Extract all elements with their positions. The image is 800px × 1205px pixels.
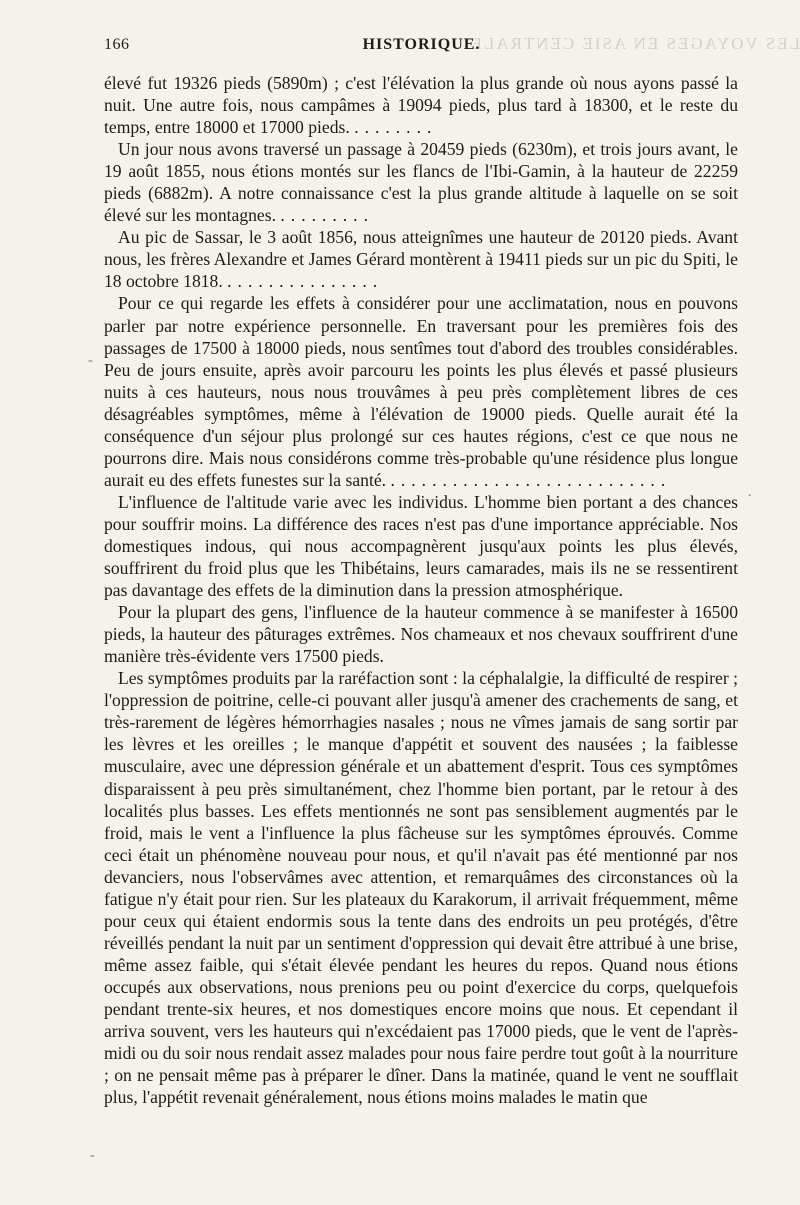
margin-mark: . [748,485,752,500]
paragraph-4 [104,292,738,490]
paragraph-5-text: L'influence de l'altitude varie avec les individus. L'homme bien portant a des chances pour souffrir moins. La différence des races n'est pas d'une importance appréciable. Nos domestiques indous, qui nous accompagnèrent jusqu'aux points les plus élevés, souffrirent du froid plus que les Thibétains, leurs camarades, mais ils ne se ressentirent pas davantage des effets de la diminution dans la pression atmosphérique. [104,491,738,601]
paragraph-5 [104,491,738,601]
dot-leader: ......... [280,205,374,226]
paragraph-7-text: Les symptômes produits par la raréfaction sont : la céphalalgie, la difficulté de respirer ; l'oppression de poitrine, celle-ci pouvant aller jusqu'à amener des crachements de sang, et très-rarement de légères hémorrhagies nasales ; nous ne vîmes jamais de sang sortir par les lèvres et les oreilles ; le manque d'appétit et souvent des nausées ; la faiblesse musculaire, avec une dépression générale et un abattement d'esprit. Tous ces symptômes disparaissent à peu près simultanément, chez l'homme bien portant, par le retour à des localités plus basses. Les effets mentionnés ne sont pas sensiblement augmentés par le froid, mais le vent a l'influence la plus fâcheuse sur les symptômes éprouvés. Comme ceci était un phénomène nouveau pour nous, et qu'il n'avait pas été mentionné par nos devanciers, nous l'observâmes avec attention, et remarquâmes des circonstances où la fatigue n'y était pour rien. Sur les plateaux du Karakorum, il arrivait fréquemment, même pour ceux qui étaient endormis sous la tente dans des endroits un peu protégés, d'être réveillés pendant la nuit par un sentiment d'oppression qui devait être attribué à une brise, même assez faible, qui s'était élevée pendant les heures du repos. Quand nous étions occupés aux observations, nous prenions peu ou point d'exercice du corps, quelquefois pendant trente-six heures, et nos domestiques encore moins que nous. Et cependant il arriva souvent, vers les hauteurs qui n'excédaient pas 17000 pieds, que le vent de l'après-midi ou du soir nous rendait assez malades pour nous faire perdre tout goût à la nourriture ; on ne pensait même pas à préparer le dîner. Dans la matinée, quand le vent ne soufflait plus, l'appétit revenait généralement, nous étions moins malades le matin que [104,668,738,1108]
page-number: 166 [104,36,130,53]
paragraph-3-text: Au pic de Sassar, le 3 août 1856, nous atteignîmes une hauteur de 20120 pieds. Avant nous, les frères Alexandre et James Gérard montèrent à 19411 pieds sur un pic du Spiti, le 18 octobre 1818. [104,227,738,292]
paragraph-6 [104,601,738,667]
paragraph-4-text: Pour ce qui regarde les effets à considérer pour une acclimatation, nous en pouvons parler par notre expérience personnelle. En traversant pour les premières fois des passages de 17500 à 18000 pieds, nous sentîmes tout d'abord des troubles considérables. Peu de jours ensuite, après avoir parcouru les points les plus élevés et passé plusieurs nuits à ces hauteurs, nous nous trouvâmes à peu près complètement libres de ces désagréables symptômes, même à l'élévation de 19000 pieds. Quelle aurait été la conséquence d'un séjour plus prolongé sur ces hautes régions, c'est ce que nous ne pourrons dire. Mais nous considérons comme très-probable qu'une résidence plus longue aurait eu des effets funestes sur la santé. [104,293,738,490]
paragraph-6-text: Pour la plupart des gens, l'influence de la hauteur commence à se manifester à 16500 pieds, la hauteur des pâturages extrêmes. Nos chameaux et nos chevaux souffrirent d'une manière très-évidente vers 17500 pieds. [104,602,738,667]
paragraph-2 [104,138,738,226]
paragraph-3 [104,226,738,292]
paragraph-1 [104,72,738,138]
body-text [104,72,738,1108]
dot-leader: ........ [354,117,438,138]
paragraph-1-text: élevé fut 19326 pieds (5890m) ; c'est l'élévation la plus grande où nous ayons passé la nuit. Une autre fois, nous campâmes à 19094 pieds, plus tard à 18300, et le reste du temps, entre 18000 et 17000 pieds. [104,73,738,138]
bleed-through-text: LES VOYAGES EN ASIE CENTRALE. [463,34,800,53]
margin-mark: - [90,1148,95,1163]
dot-leader: ............... [227,271,384,292]
margin-mark: - [88,353,93,368]
paragraph-7 [104,667,738,1108]
paragraph-2-text: Un jour nous avons traversé un passage à 20459 pieds (6230m), et trois jours avant, le 19 août 1855, nous étions montés sur les flancs de l'Ibi-Gamin, à la hauteur de 22259 pieds (6882m). A notre connaissance c'est la plus grande altitude à laquelle on se soit élevé sur les montagnes. [104,139,738,226]
running-title: HISTORIQUE. [362,36,481,53]
dot-leader: ........................... [390,469,672,490]
page-header [104,36,739,60]
